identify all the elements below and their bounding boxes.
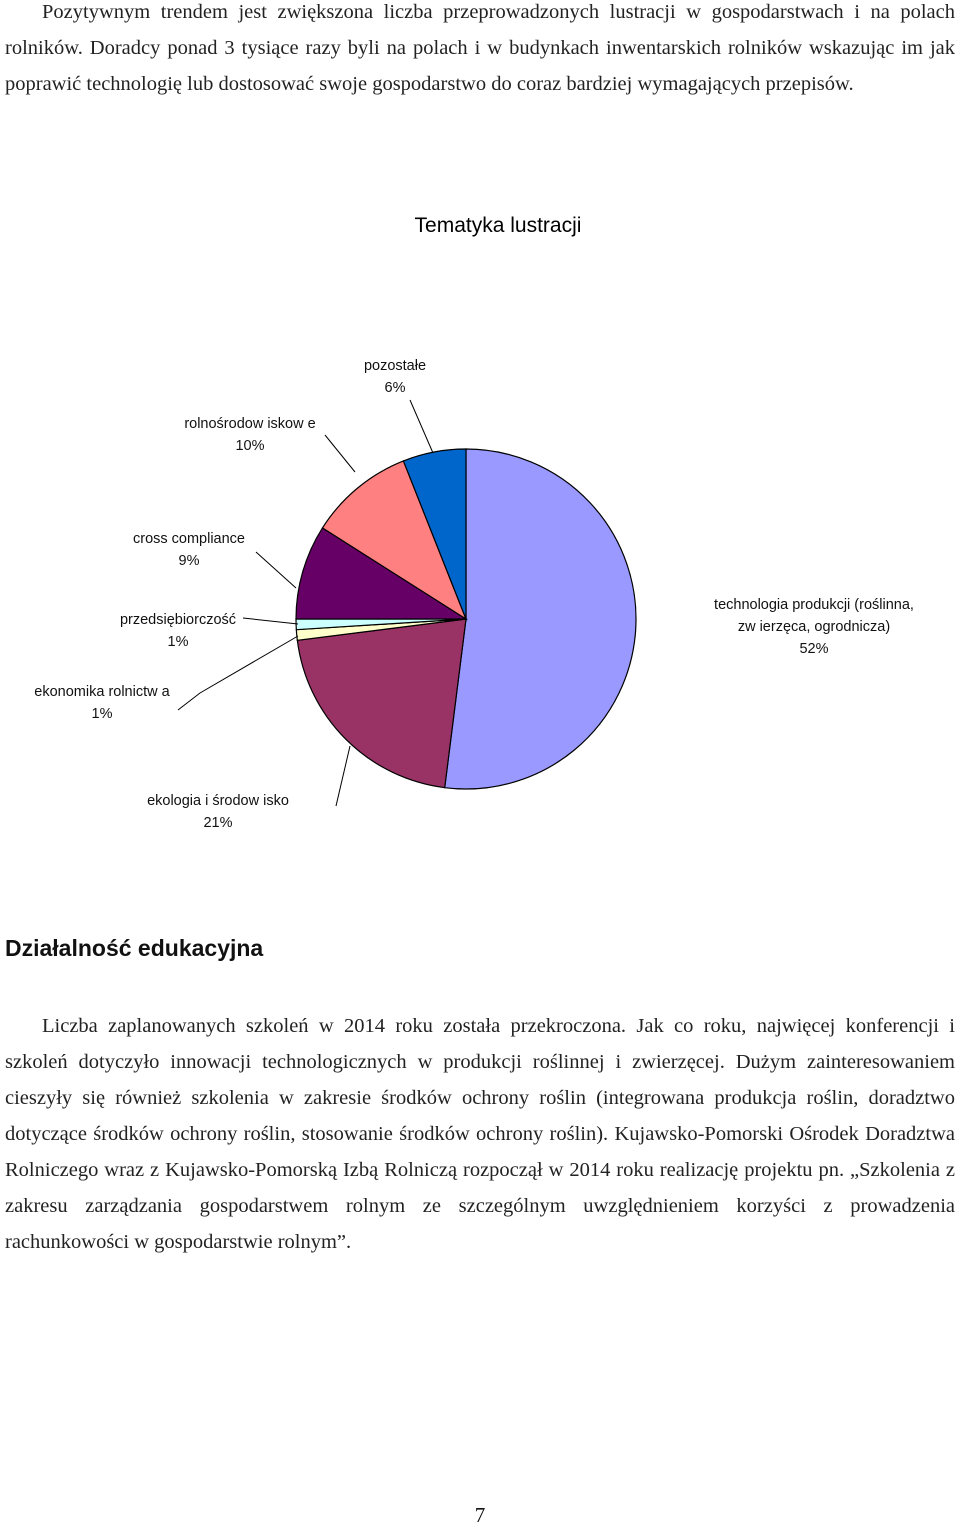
leader-line-3: [178, 636, 298, 710]
slice-name: rolnośrodow iskow e: [184, 416, 316, 432]
intro-paragraph: Pozytywnym trendem jest zwiększona liczba przeprowadzonych lustracji w gospodarstwach i na polach rolników. Doradcy ponad 3 tysiące razy byli na polach i w budynkach inwentarskich rolników wskazując im jak poprawić technologię lub dostosować swoje gospodarstwo do coraz bardziej wymagających przepisów.: [5, 1, 955, 95]
pie-chart: [0, 190, 960, 850]
slice-percent: 10%: [235, 438, 265, 454]
slice-name: zw ierzęca, ogrodnicza): [737, 619, 891, 635]
pie-slice-2: [297, 619, 466, 788]
leader-line-7: [410, 400, 433, 453]
slice-percent: 52%: [799, 641, 829, 657]
slice-percent: 1%: [91, 706, 113, 722]
education-paragraph: Liczba zaplanowanych szkoleń w 2014 roku została przekroczona. Jak co roku, najwięcej konferencji i szkoleń dotyczyło innowacji technologicznych w produkcji roślinnej i zwierzęcej. Dużym zainteresowaniem cieszyły się również szkolenia w zakresie środków ochrony roślin (integrowana produkcja roślin, doradztwo dotyczące środków ochrony roślin, stosowanie środków ochrony roślin). Kujawsko-Pomorski Ośrodek Doradztwa Rolniczego wraz z Kujawsko-Pomorską Izbą Rolniczą rozpoczął w 2014 roku realizację projektu pn. „Szkolenia z zakresu zarządzania gospodarstwem rolnym ze szczególnym uwzględnieniem korzyści z prowadzenia rachunkowości w gospodarstwie rolnym”.: [5, 1015, 955, 1253]
page-number: 7: [474, 1503, 486, 1527]
leader-line-2: [336, 746, 350, 806]
slice-label-7: [364, 358, 426, 396]
slice-label-6: [184, 416, 315, 454]
slice-name: przedsiębiorczość: [119, 612, 237, 628]
pie-chart-svg: [0, 190, 960, 850]
slice-name: cross compliance: [132, 531, 246, 547]
slice-name: ekologia i środow isko: [147, 793, 289, 809]
slice-label-2: [147, 793, 289, 831]
slice-label-3: [34, 684, 170, 722]
leader-line-6: [325, 435, 355, 472]
slice-name: pozostałe: [363, 358, 427, 374]
chart-title: Tematyka lustracji: [414, 214, 582, 237]
slice-percent: 1%: [167, 634, 189, 650]
slice-name: technologia produkcji (roślinna,: [714, 597, 914, 613]
slice-label-1: [714, 597, 914, 657]
leader-line-5: [256, 552, 296, 588]
slice-label-5: [133, 531, 245, 569]
slice-percent: 21%: [203, 815, 233, 831]
pie-slice-1: [445, 449, 636, 789]
slice-name: ekonomika rolnictw a: [34, 684, 170, 700]
leader-line-4: [243, 618, 298, 624]
section-heading: Działalność edukacyjna: [5, 935, 264, 961]
slice-percent: 6%: [384, 380, 406, 396]
slice-percent: 9%: [178, 553, 200, 569]
slice-label-4: [120, 612, 236, 650]
